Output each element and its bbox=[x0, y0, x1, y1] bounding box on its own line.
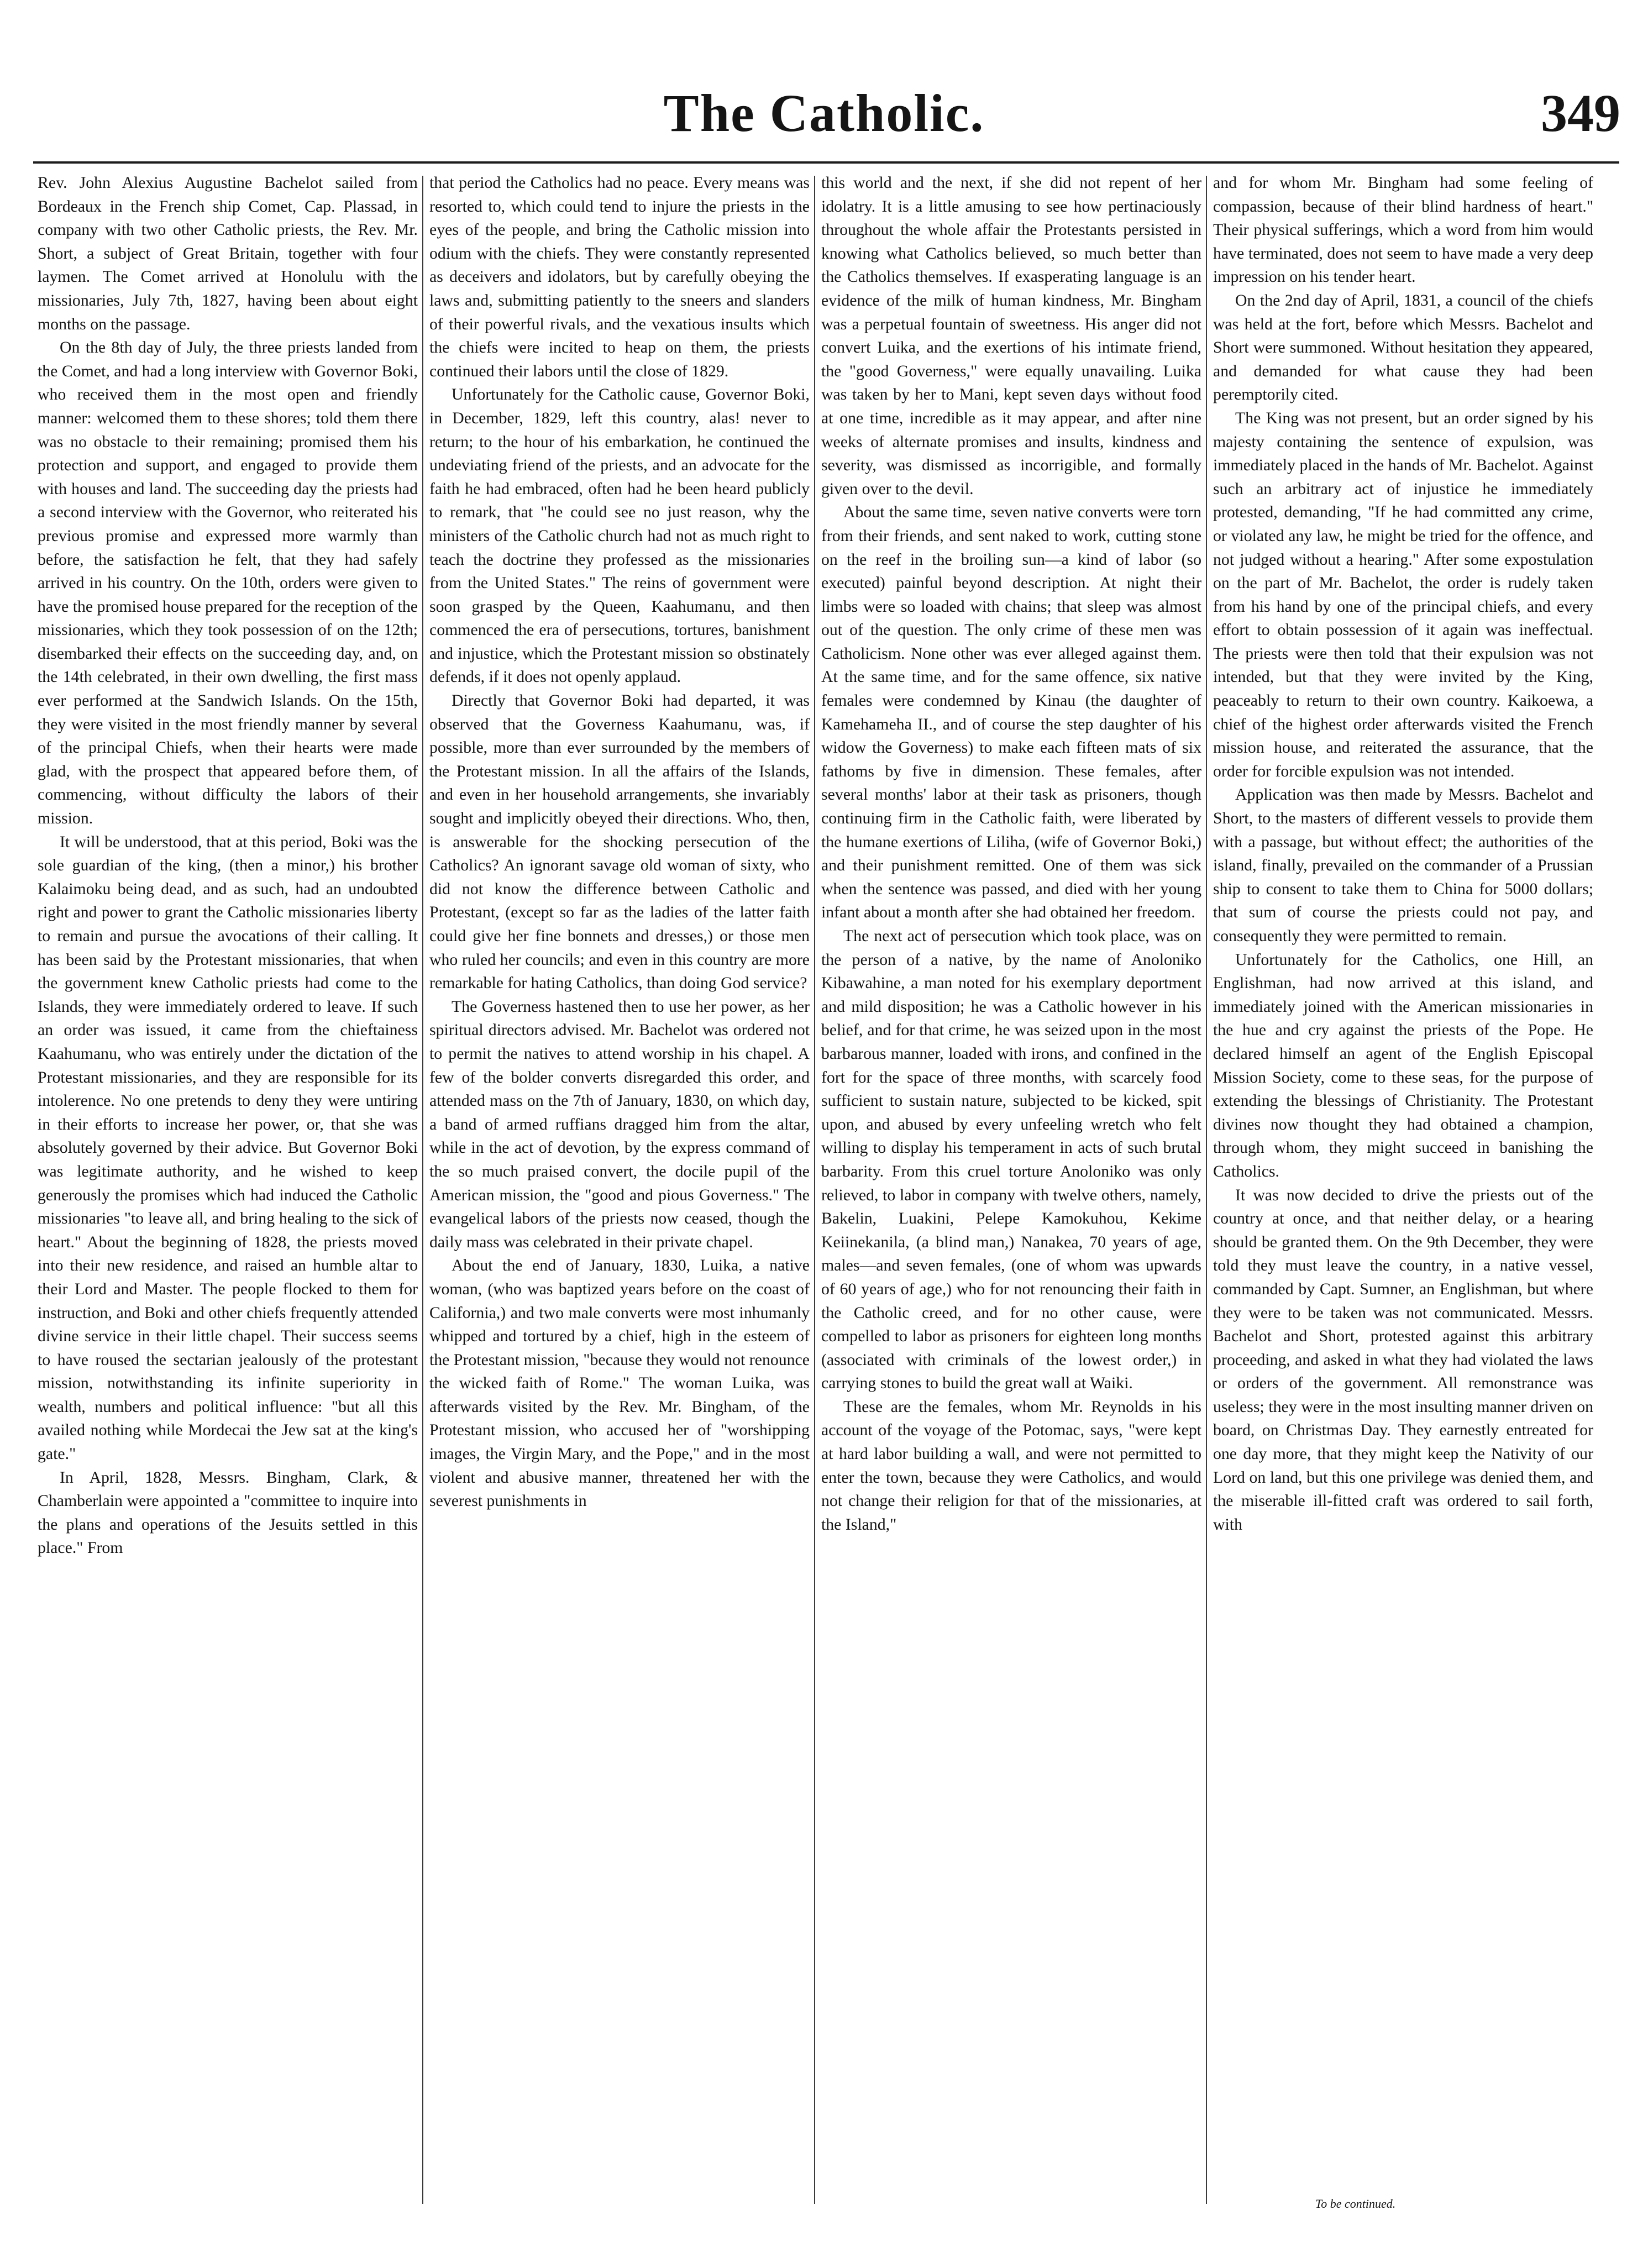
continued-note: To be continued. bbox=[1315, 2197, 1396, 2211]
paragraph: The King was not present, but an order signed by his majesty containing the sentence of expulsion, was immediately placed in the hands of Mr. Bachelot. Against such an arbitrary act of injustice he immediately protested, demanding, "If he had committed any crime, or violated any law, he might be tried for the offence, and not judged without a hearing." After some expostulation on the part of Mr. Bachelot, the order is rudely taken from his hand by one of the principal chiefs, and every effort to obtain possession of it again was ineffectual. The priests were then told that their expulsion was not intended, but that they were invited by the King, peaceably to return to their own country. Kaikoewa, a chief of the highest order afterwards visited the French mission house, and reiterated the assurance, that the order for forcible expulsion was not intended. bbox=[1213, 408, 1593, 780]
column-1 bbox=[38, 171, 418, 2216]
paragraph: Application was then made by Messrs. Bachelot and Short, to the masters of different vessels to provide them with a passage, but without effect; the authorities of the island, finally, prevailed on the commander of a Prussian ship to consent to take them to China for 5000 dollars; that sum of course the priests could not pay, and consequently they were permitted to remain. bbox=[1213, 785, 1593, 945]
paragraph: Unfortunately for the Catholic cause, Governor Boki, in December, 1829, left this country, alas! never to return; to the hour of his embarkation, he continued the undeviating friend of the priests, and an advocate for the faith he had embraced, often had he been heard publicly to remark, that "he could see no just reason, why the ministers of the Catholic church had not as much right to teach the doctrine they professed as the missionaries from the United States." The reins of government were soon grasped by the Queen, Kaahumanu, and then commenced the era of persecutions, tortures, banishment and injustice, which the Protestant mission so obstinately defends, if it does not openly applaud. bbox=[429, 385, 810, 686]
paragraph: It will be understood, that at this period, Boki was the sole guardian of the king, (then a minor,) his brother Kalaimoku being dead, and as such, had an undoubted right and power to grant the Catholic missionaries liberty to remain and pursue the avocations of their calling. It has been said by the Protestant missionaries, that when the government knew Catholic priests had come to the Islands, they were immediately ordered to leave. If such an order was issued, it came from the chieftainess Kaahumanu, who was entirely under the dictation of the Protestant missionaries, and they are responsible for its intolerence. No one pretends to deny they were untiring in their efforts to increase her power, or, that she was absolutely governed by their advice. But Governor Boki was legitimate authority, and he wished to keep generously the promises which had induced the Catholic missionaries "to leave all, and bring healing to the sick of heart." About the beginning of 1828, the priests moved into their new residence, and raised an humble altar to their Lord and Master. The people flocked to them for instruction, and Boki and other chiefs frequently attended divine service in their little chapel. Their success seems to have roused the sectarian jealously of the protestant mission, notwithstanding its infinite superiority in wealth, numbers and political influence: "but all this availed nothing while Mordecai the Jew sat at the king's gate." bbox=[38, 832, 418, 1463]
page-header bbox=[0, 83, 1648, 149]
paragraph: On the 8th day of July, the three priests landed from the Comet, and had a long interview with Governor Boki, who received them in the most open and friendly manner: welcomed them to these shores; told them there was no obstacle to their remaining; promised them his protection and support, and engaged to provide them with houses and land. The succeeding day the priests had a second interview with the Governor, who reiterated his previous promise and expressed more warmly than before, the satisfaction he felt, that they had safely arrived in his country. On the 10th, orders were given to have the promised house prepared for the reception of the missionaries, which they took possession of on the 12th; disembarked their effects on the succeeding day, and, on the 14th celebrated, in their own dwelling, the first mass ever performed at the Sandwich Islands. On the 15th, they were visited in the most friendly manner by several of the principal Chiefs, when their hearts were made glad, with the prospect that appeared before them, of commencing, without difficulty the labors of their mission. bbox=[38, 338, 418, 828]
paragraph: The Governess hastened then to use her power, as her spiritual directors advised. Mr. Bachelot was ordered not to permit the natives to attend worship in his chapel. A few of the bolder converts disregarded this order, and attended mass on the 7th of January, 1830, on which day, a band of armed ruffians dragged him from the altar, while in the act of devotion, by the express command of the so much praised convert, the docile pupil of the American mission, the "good and pious Governess." The evangelical labors of the priests now ceased, though the daily mass was celebrated in their private chapel. bbox=[429, 997, 810, 1251]
paragraph: Rev. John Alexius Augustine Bachelot sailed from Bordeaux in the French ship Comet, Cap. Plassad, in company with two other Catholic priests, the Rev. Mr. Short, a subject of Great Britain, together with four laymen. The Comet arrived at Honolulu with the missionaries, July 7th, 1827, having been about eight months on the passage. bbox=[38, 174, 418, 333]
column-divider bbox=[814, 176, 815, 2204]
paragraph: About the same time, seven native converts were torn from their friends, and sent naked to work, cutting stone on the reef in the broiling sun—a kind of labor (so executed) painful beyond description. At night their limbs were so loaded with chains; that sleep was almost out of the question. The only crime of these men was Catholicism. None other was ever alleged against them. At the same time, and for the same offence, six native females were condemned by Kinau (the daughter of Kamehameha II., and of course the step daughter of his widow the Governess) to make each fifteen mats of six fathoms by five in dimension. These females, after several months' labor at their task as prisoners, though continuing firm in the Catholic faith, were liberated by the humane exertions of Liliha, (wife of Governor Boki,) and their punishment remitted. One of them was sick when the sentence was passed, and died with her young infant about a month after she had obtained her freedom. bbox=[821, 503, 1201, 922]
paragraph: It was now decided to drive the priests out of the country at once, and that neither delay, or a hearing should be granted them. On the 9th December, they were told they must leave the country, in a native vessel, commanded by Capt. Sumner, an Englishman, but where they were to be taken was not communicated. Messrs. Bachelot and Short, protested against this arbitrary proceeding, and asked in what they had violated the laws or orders of the government. All remonstrance was useless; they were in the most insulting manner driven on board, on Christmas Day. They earnestly entreated for one day more, that they might keep the Nativity of our Lord on land, but this one privilege was denied them, and the miserable ill-fitted craft was ordered to sail forth, with bbox=[1213, 1185, 1593, 1534]
paragraph: Unfortunately for the Catholics, one Hill, an Englishman, had now arrived at this island, and immediately joined with the American missionaries in the hue and cry against the priests of the Pope. He declared himself an agent of the English Episcopal Mission Society, come to these seas, for the purpose of extending the blessings of Christianity. The Protestant divines now thought they had obtained a champion, through whom, they might succeed in banishing the Catholics. bbox=[1213, 950, 1593, 1180]
column-4 bbox=[1213, 171, 1593, 2216]
column-divider bbox=[422, 176, 423, 2204]
column-3 bbox=[821, 171, 1201, 2216]
paragraph: that period the Catholics had no peace. Every means was resorted to, which could tend to injure the priests in the eyes of the people, and bring the Catholic mission into odium with the chiefs. They were constantly represented as deceivers and idolators, but by carefully obeying the laws and, submitting patiently to the sneers and slanders of their powerful rivals, and the vexatious insults which the chiefs were incited to heap on them, the priests continued their labors until the close of 1829. bbox=[429, 174, 810, 380]
page-title: The Catholic. bbox=[663, 83, 985, 143]
paragraph: About the end of January, 1830, Luika, a native woman, (who was baptized years before on the coast of California,) and two male converts were most inhumanly whipped and tortured by a chief, high in the esteem of the Protestant mission, "because they would not renounce the wicked faith of Rome." The woman Luika, was afterwards visited by the Rev. Mr. Bingham, of the Protestant mission, who accused her of "worshipping images, the Virgin Mary, and the Pope," and in the most violent and abusive manner, threatened her with the severest punishments in bbox=[429, 1256, 810, 1510]
paragraph: The next act of persecution which took place, was on the person of a native, by the name of Anoloniko Kibawahine, a man noted for his exemplary deportment and mild disposition; he was a Catholic however in his belief, and for that crime, he was seized upon in the most barbarous manner, loaded with irons, and confined in the fort for the space of three months, with scarcely food sufficient to sustain nature, subjected to be kicked, spit upon, and abused by every unfeeling wretch who felt willing to display his temperament in acts of such brutal barbarity. From this cruel torture Anoloniko was only relieved, to labor in company with twelve others, namely, Bakelin, Luakini, Pelepe Kamokuhou, Kekime Keiinekanila, (a blind man,) Nanakea, 70 years of age, males—and seven females, (one of whom was upwards of 60 years of age,) who for not renouncing their faith in the Catholic creed, and for no other cause, were compelled to labor as prisoners for eighteen long months (associated with criminals of the lowest order,) in carrying stones to build the great wall at Waiki. bbox=[821, 927, 1201, 1393]
paragraph: In April, 1828, Messrs. Bingham, Clark, & Chamberlain were appointed a "committee to inquire into the plans and operations of the Jesuits settled in this place." From bbox=[38, 1468, 418, 1557]
header-rule bbox=[33, 161, 1619, 164]
column-divider bbox=[1206, 176, 1207, 2204]
paragraph: On the 2nd day of April, 1831, a council of the chiefs was held at the fort, before which Messrs. Bachelot and Short were summoned. Without hesitation they appeared, and demanded for what cause they had been peremptorily cited. bbox=[1213, 291, 1593, 404]
page-number: 349 bbox=[1541, 83, 1620, 143]
paragraph: this world and the next, if she did not repent of her idolatry. It is a little amusing to see how pertinaciously throughout the whole affair the Protestants persisted in knowing what Catholics believed, so much better than the Catholics themselves. If exasperating language is an evidence of the milk of human kindness, Mr. Bingham was a perpetual fountain of sweetness. His anger did not convert Luika, and the exertions of his intimate friend, the "good Governess," were equally unavailing. Luika was taken by her to Mani, kept seven days without food at one time, incredible as it may appear, and after nine weeks of alternate promises and insults, kindness and severity, was dismissed as incorrigible, and formally given over to the devil. bbox=[821, 174, 1201, 498]
column-2 bbox=[429, 171, 810, 2216]
paragraph: and for whom Mr. Bingham had some feeling of compassion, because of their blind hardness of heart." Their physical sufferings, which a word from him would have terminated, does not seem to have made a very deep impression on his tender heart. bbox=[1213, 174, 1593, 286]
paragraph: These are the females, whom Mr. Reynolds in his account of the voyage of the Potomac, says, "were kept at hard labor building a wall, and were not permitted to enter the town, because they were Catholics, and would not change their religion for that of the missionaries, at the Island," bbox=[821, 1397, 1201, 1534]
paragraph: Directly that Governor Boki had departed, it was observed that the Governess Kaahumanu, was, if possible, more than ever surrounded by the members of the Protestant mission. In all the affairs of the Islands, and even in her household arrangements, she invariably sought and implicitly obeyed their directions. Who, then, is answerable for the shocking persecution of the Catholics? An ignorant savage old woman of sixty, who did not know the difference between Catholic and Protestant, (except so far as the ladies of the latter faith could give her fine bonnets and dresses,) or those men who ruled her councils; and even in this country are more remarkable for hating Catholics, than doing God service? bbox=[429, 691, 810, 993]
